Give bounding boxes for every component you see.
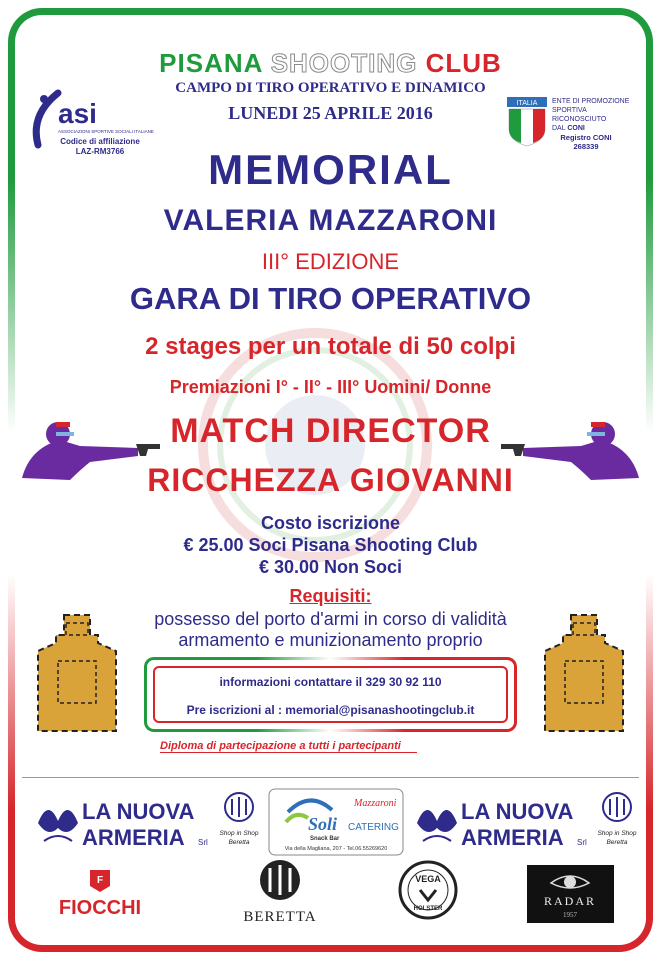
requirements-title: Requisiti: [289, 586, 372, 606]
coni-line-3: RICONOSCIUTO [552, 116, 607, 123]
shooter-right-icon [491, 418, 641, 488]
preregister-email[interactable]: Pre iscrizioni al : memorial@pisanashootingclub.it [186, 703, 475, 717]
asi-affiliation-code: LAZ-RM3766 [75, 147, 125, 156]
match-director-name: RICCHEZZA GIOVANNI [147, 462, 514, 498]
la-nuova-armeria-logo-right [409, 793, 604, 853]
vega-text: VEGA [415, 874, 441, 884]
honoree-name: VALERIA MAZZARONI [163, 204, 498, 237]
catering-soli: Soli [308, 814, 338, 834]
diploma-note: Diploma di partecipazione a tutti i partecipanti [160, 740, 417, 753]
shop-in-shop-left: Shop in Shop [219, 830, 259, 837]
shooter-left-icon [20, 418, 170, 488]
subtitle-venue: CAMPO DI TIRO OPERATIVO E DINAMICO [175, 80, 486, 96]
shop-brand-right: Beretta [606, 839, 628, 846]
catering-address: Via della Magliana, 207 - Tel.06.55269620 [284, 846, 388, 852]
italia-label: ITALIA [516, 100, 538, 107]
radar-text: RADAR [543, 894, 597, 908]
la-nuova-armeria-logo-left [30, 793, 225, 853]
fiocchi-text: FIOCCHI [58, 897, 142, 919]
armeria-line-1-right: LA NUOVA [461, 799, 574, 824]
requirement-2: armamento e munizionamento proprio [178, 630, 483, 650]
costs-non-members: € 30.00 Non Soci [258, 557, 403, 577]
edition: III° EDIZIONE [261, 249, 400, 274]
asi-logo-text: asi [58, 98, 97, 129]
costs-block [0, 512, 661, 578]
awards-info: Premiazioni I° - II° - III° Uomini/ Donne [169, 377, 492, 397]
club-name-part-1: PISANA [159, 48, 263, 78]
soli-catering-logo [268, 788, 404, 856]
vega-holster-logo [398, 860, 458, 920]
radar-year: 1957 [563, 911, 577, 919]
contact-box [144, 657, 517, 732]
coni-line-2: SPORTIVA [552, 107, 587, 114]
coni-line-4 [552, 124, 634, 133]
memorial-title: MEMORIAL [208, 146, 453, 193]
club-name-part-2: SHOOTING [270, 48, 418, 78]
costs-title: Costo iscrizione [260, 513, 401, 533]
club-name-part-3: CLUB [425, 48, 502, 78]
radar-logo [527, 865, 614, 923]
coni-line-4-coni: CONI [567, 125, 585, 132]
beretta-logo [234, 858, 326, 926]
subtitle-date: LUNEDI 25 APRILE 2016 [228, 103, 433, 123]
coni-line-1: ENTE DI PROMOZIONE [552, 98, 630, 105]
catering-snack: Snack Bar [310, 836, 340, 842]
armeria-srl: Srl [198, 838, 208, 847]
armeria-line-1: LA NUOVA [82, 799, 195, 824]
armeria-line-2: ARMERIA [82, 825, 185, 850]
shop-in-shop-right: Shop in Shop [597, 830, 637, 837]
italia-shield-icon [507, 97, 547, 147]
catering-word: CATERING [348, 822, 399, 833]
svg-text:F: F [96, 875, 104, 886]
asi-affiliation-label: Codice di affiliazione [60, 137, 140, 146]
divider [22, 777, 639, 778]
armeria-srl-right: Srl [577, 838, 587, 847]
target-left-icon [36, 613, 118, 733]
target-right-icon [543, 613, 625, 733]
shop-brand-left: Beretta [228, 839, 250, 846]
contact-phone: informazioni contattare il 329 30 92 110 [219, 675, 442, 689]
coni-text [552, 97, 634, 151]
competition-title: GARA DI TIRO OPERATIVO [129, 281, 532, 316]
asi-logo-small-text: ASSOCIAZIONI SPORTIVE SOCIALI ITALIANE [58, 129, 154, 134]
costs-members: € 25.00 Soci Pisana Shooting Club [183, 535, 478, 555]
coni-line-4-dal: DAL [552, 125, 566, 132]
beretta-shop-in-shop-left [218, 791, 260, 855]
beretta-text: BERETTA [243, 909, 317, 925]
club-name [0, 48, 661, 79]
holster-text: HOLSTER [413, 906, 443, 912]
armeria-line-2-right: ARMERIA [461, 825, 564, 850]
fiocchi-logo [44, 868, 156, 920]
beretta-shop-in-shop-right [596, 791, 638, 855]
stages-info: 2 stages per un totale di 50 colpi [145, 333, 516, 360]
catering-brand: Mazzaroni [354, 798, 397, 809]
match-director-title: MATCH DIRECTOR [170, 412, 491, 450]
coni-number: 268339 [573, 142, 599, 151]
requirement-1: possesso del porto d'armi in corso di validità [154, 609, 507, 629]
coni-registro: Registro CONI [560, 133, 612, 142]
